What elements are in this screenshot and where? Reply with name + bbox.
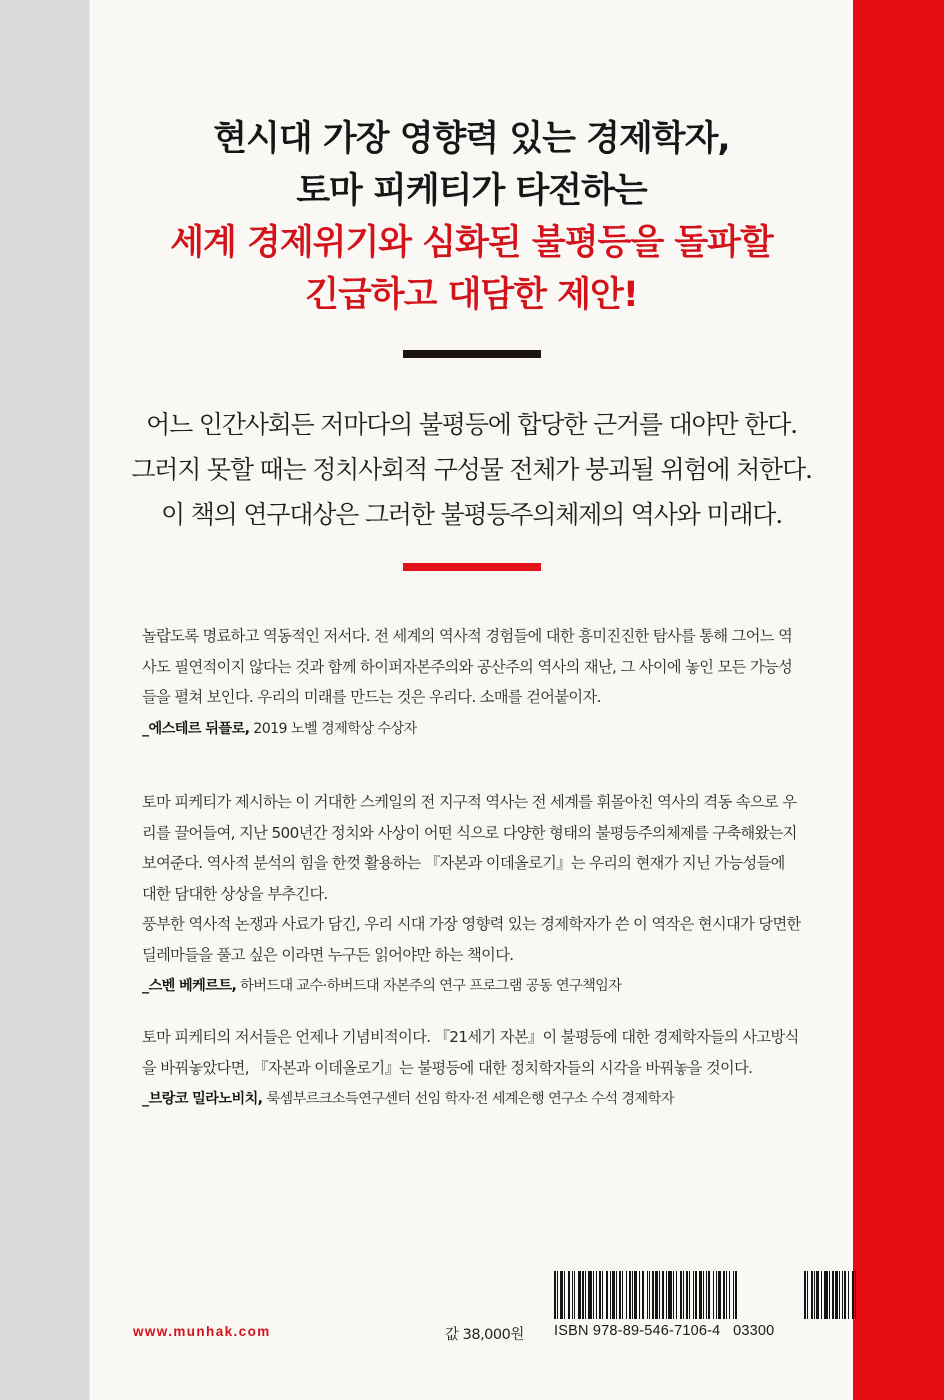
barcode-icon [554, 1271, 794, 1319]
endorser-role: 2019 노벨 경제학상 수상자 [249, 720, 417, 737]
left-edge-strip [0, 0, 90, 1400]
endorsement-text: 토마 피케티의 저서들은 언제나 기념비적이다. 『21세기 자본』이 불평등에 대한 경제학자들의 사고방식을 바꿔놓았다면, 『자본과 이데올로기』는 불평등에 대한 정치학자들의 시각을 바꿔놓을 것이다. [142, 1028, 799, 1077]
endorsement-beckert [142, 787, 802, 1002]
endorsement-attribution [142, 971, 802, 1002]
endorsement-duflo [142, 621, 802, 744]
intro-quote [90, 402, 853, 537]
headline-line-4: 긴급하고 대담한 제안! [305, 275, 638, 315]
headline [90, 113, 853, 321]
endorser-role: 룩셈부르크소득연구센터 선임 학자·전 세계은행 연구소 수석 경제학자 [262, 1091, 674, 1107]
endorsement-attribution [142, 1084, 802, 1115]
headline-line-3: 세계 경제위기와 심화된 불평등을 돌파할 [170, 223, 773, 263]
divider-red [403, 563, 541, 571]
endorsement-text-2: 풍부한 역사적 논쟁과 사료가 담긴, 우리 시대 가장 영향력 있는 경제학자가 쓴 이 역작은 현시대가 당면한 딜레마들을 풀고 싶은 이라면 누구든 읽어야만 하는 책이다. [142, 915, 801, 964]
endorsement-attribution [142, 714, 802, 745]
endorsement-text: 놀랍도록 명료하고 역동적인 저서다. 전 세계의 역사적 경험들에 대한 흥미진진한 탐사를 통해 그어느 역사도 필연적이지 않다는 것과 함께 하이퍼자본주의와 공산주의 역사의 재난, 그 사이에 놓인 모든 가능성들을 펼쳐 보인다. 우리의 미래를 만드는 것은 우리다. 소매를 걷어붙이자. [142, 627, 793, 706]
intro-line-3: 이 책의 연구대상은 그러한 불평등주의체제의 역사와 미래다. [161, 500, 782, 529]
intro-line-2: 그러지 못할 때는 정치사회적 구성물 전체가 붕괴될 위험에 처한다. [131, 455, 812, 484]
barcode-addon-icon [804, 1271, 880, 1319]
endorsement-milanovic [142, 1022, 802, 1115]
book-back-cover [90, 0, 853, 1400]
divider-black [403, 350, 541, 358]
endorser-name: _에스테르 뒤플로, [142, 720, 250, 737]
right-red-spine-strip [853, 0, 944, 1400]
intro-line-1: 어느 인간사회든 저마다의 불평등에 합당한 근거를 대야만 한다. [146, 410, 797, 439]
headline-line-2: 토마 피케티가 타전하는 [296, 171, 647, 211]
endorser-name: _브랑코 밀라노비치, [142, 1091, 263, 1107]
publisher-website: www.munhak.com [133, 1324, 271, 1339]
endorsement-text: 토마 피케티가 제시하는 이 거대한 스케일의 전 지구적 역사는 전 세계를 휘몰아친 역사의 격동 속으로 우리를 끌어들여, 지난 500년간 정치와 사상이 어떤 식으로 다양한 형태의 불평등주의체제를 구축해왔는지 보여준다. 역사적 분석의 힘을 한껏 활용하는 『자본과 이데올로기』는 우리의 현재가 지닌 가능성들에 대한 담대한 상상을 부추긴다. [142, 793, 797, 903]
price-label: 값 38,000원 [445, 1327, 524, 1343]
headline-line-1: 현시대 가장 영향력 있는 경제학자, [213, 119, 730, 159]
endorser-name: _스벤 베케르트, [142, 978, 237, 994]
endorser-role: 하버드대 교수·하버드대 자본주의 연구 프로그램 공동 연구책임자 [236, 978, 622, 994]
isbn-number: ISBN 978-89-546-7106-4 03300 [554, 1323, 775, 1339]
